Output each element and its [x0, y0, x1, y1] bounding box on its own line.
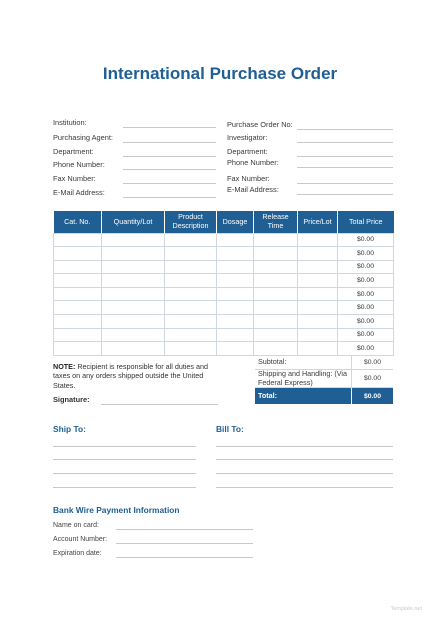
table-cell[interactable]	[217, 301, 254, 315]
note-text: Recipient is responsible for all duties and taxes on any orders shipped outside the United States.	[53, 362, 209, 390]
table-cell[interactable]	[54, 247, 102, 261]
table-cell[interactable]	[298, 342, 338, 356]
purchasing-agent-field[interactable]	[53, 131, 216, 143]
column-header: Product Description	[165, 211, 217, 233]
ship-to-line[interactable]	[53, 459, 196, 460]
field-label: Phone Number:	[53, 160, 105, 169]
bill-to-line[interactable]	[216, 446, 393, 447]
column-header: Quantity/Lot	[102, 211, 165, 233]
table-cell[interactable]: $0.00	[338, 301, 394, 315]
phone-number-field-left[interactable]	[53, 158, 216, 170]
table-row	[54, 287, 394, 301]
column-header: Release Time	[254, 211, 298, 233]
investigator-field[interactable]	[227, 131, 393, 143]
fax-number-field-left[interactable]	[53, 172, 216, 184]
signature-label: Signature:	[53, 395, 90, 404]
table-cell[interactable]	[298, 287, 338, 301]
table-cell[interactable]	[54, 233, 102, 247]
table-cell[interactable]	[217, 274, 254, 288]
column-header: Total Price	[338, 211, 394, 233]
table-cell[interactable]: $0.00	[338, 260, 394, 274]
table-row	[54, 301, 394, 315]
subtotal-row	[255, 356, 393, 370]
field-label: Investigator:	[227, 133, 268, 142]
table-cell[interactable]	[102, 342, 165, 356]
field-label: E-Mail Address:	[227, 185, 279, 194]
table-cell[interactable]	[217, 233, 254, 247]
field-label: Account Number:	[53, 536, 108, 543]
table-cell[interactable]	[254, 287, 298, 301]
table-cell[interactable]: $0.00	[338, 287, 394, 301]
phone-number-field-right[interactable]	[227, 156, 393, 168]
table-cell[interactable]	[217, 328, 254, 342]
purchase-order-no-field[interactable]	[227, 118, 393, 130]
shipping-row	[255, 370, 393, 388]
table-row	[54, 260, 394, 274]
table-cell[interactable]	[298, 301, 338, 315]
table-cell[interactable]	[102, 247, 165, 261]
table-cell[interactable]	[254, 260, 298, 274]
field-label: Purchasing Agent:	[53, 133, 113, 142]
bill-to-heading: Bill To:	[216, 424, 244, 434]
table-cell[interactable]	[54, 328, 102, 342]
email-field-right[interactable]	[227, 183, 393, 195]
table-cell[interactable]	[217, 342, 254, 356]
table-cell[interactable]	[54, 260, 102, 274]
table-cell[interactable]: $0.00	[338, 233, 394, 247]
table-cell[interactable]	[298, 233, 338, 247]
table-cell[interactable]	[298, 247, 338, 261]
table-cell[interactable]	[217, 260, 254, 274]
shipping-label: Shipping and Handling: (Via Federal Express)	[255, 370, 352, 387]
table-cell[interactable]	[102, 260, 165, 274]
table-cell[interactable]	[165, 301, 217, 315]
field-label: Purchase Order No:	[227, 120, 293, 129]
table-cell[interactable]	[54, 287, 102, 301]
shipping-value: $0.00	[363, 375, 381, 382]
table-cell[interactable]	[102, 233, 165, 247]
field-label: E-Mail Address:	[53, 188, 105, 197]
table-cell[interactable]	[217, 315, 254, 329]
table-cell[interactable]	[254, 315, 298, 329]
name-on-card-field[interactable]	[53, 518, 253, 530]
table-row	[54, 328, 394, 342]
field-label: Phone Number:	[227, 158, 279, 167]
ship-to-line[interactable]	[53, 473, 196, 474]
field-label: Department:	[53, 147, 94, 156]
bank-wire-heading: Bank Wire Payment Information	[53, 505, 180, 515]
table-cell[interactable]	[254, 342, 298, 356]
total-value: $0.00	[363, 392, 381, 400]
subtotal-label: Subtotal:	[255, 356, 352, 369]
table-cell[interactable]	[54, 301, 102, 315]
field-label: Name on card:	[53, 522, 99, 529]
table-cell[interactable]	[254, 301, 298, 315]
table-cell[interactable]: $0.00	[338, 274, 394, 288]
table-row	[54, 315, 394, 329]
table-cell[interactable]	[165, 328, 217, 342]
table-cell[interactable]: $0.00	[338, 315, 394, 329]
table-cell[interactable]	[165, 260, 217, 274]
watermark: Template.net	[390, 606, 422, 612]
field-label: Department:	[227, 147, 268, 156]
table-cell[interactable]	[54, 315, 102, 329]
table-cell[interactable]	[298, 315, 338, 329]
table-cell[interactable]	[298, 274, 338, 288]
table-cell[interactable]	[165, 247, 217, 261]
total-row	[255, 388, 393, 404]
table-cell[interactable]: $0.00	[338, 328, 394, 342]
subtotal-value: $0.00	[363, 359, 381, 366]
table-cell[interactable]	[165, 233, 217, 247]
table-cell[interactable]	[217, 247, 254, 261]
ship-to-line[interactable]	[53, 446, 196, 447]
document-title: International Purchase Order	[102, 64, 338, 83]
table-cell[interactable]	[254, 233, 298, 247]
table-row	[54, 342, 394, 356]
bill-to-line[interactable]	[216, 459, 393, 460]
table-row	[54, 233, 394, 247]
table-cell[interactable]	[254, 247, 298, 261]
column-header: Price/Lot	[298, 211, 338, 233]
table-cell[interactable]	[165, 342, 217, 356]
field-label: Fax Number:	[227, 174, 270, 183]
table-cell[interactable]	[54, 342, 102, 356]
column-header: Cat. No.	[54, 211, 102, 233]
column-header: Dosage	[217, 211, 254, 233]
email-field-left[interactable]	[53, 186, 216, 198]
department-field-left[interactable]	[53, 145, 216, 157]
table-cell[interactable]	[102, 315, 165, 329]
table-cell[interactable]: $0.00	[338, 247, 394, 261]
table-cell[interactable]	[298, 260, 338, 274]
table-cell[interactable]	[102, 287, 165, 301]
ship-to-heading: Ship To:	[53, 424, 86, 434]
bill-to-line[interactable]	[216, 487, 393, 488]
table-cell[interactable]	[165, 287, 217, 301]
table-cell[interactable]	[102, 301, 165, 315]
field-label: Institution:	[53, 118, 87, 127]
expiration-date-field[interactable]	[53, 546, 253, 558]
duties-note	[53, 362, 213, 390]
field-label: Fax Number:	[53, 174, 96, 183]
table-header-row	[54, 211, 394, 233]
note-label: NOTE:	[53, 362, 76, 371]
table-cell[interactable]	[102, 274, 165, 288]
account-number-field[interactable]	[53, 532, 253, 544]
ship-to-line[interactable]	[53, 487, 196, 488]
table-cell[interactable]: $0.00	[338, 342, 394, 356]
table-cell[interactable]	[254, 328, 298, 342]
order-items-table	[53, 211, 394, 356]
table-row	[54, 247, 394, 261]
signature-field[interactable]	[53, 393, 218, 405]
total-label: Total:	[255, 388, 352, 404]
field-label: Expiration date:	[53, 550, 102, 557]
table-cell[interactable]	[298, 328, 338, 342]
table-cell[interactable]	[217, 287, 254, 301]
table-cell[interactable]	[165, 274, 217, 288]
table-cell[interactable]	[165, 315, 217, 329]
bill-to-line[interactable]	[216, 473, 393, 474]
table-cell[interactable]	[102, 328, 165, 342]
table-row	[54, 274, 394, 288]
table-cell[interactable]	[54, 274, 102, 288]
institution-field[interactable]	[53, 116, 216, 128]
table-cell[interactable]	[254, 274, 298, 288]
